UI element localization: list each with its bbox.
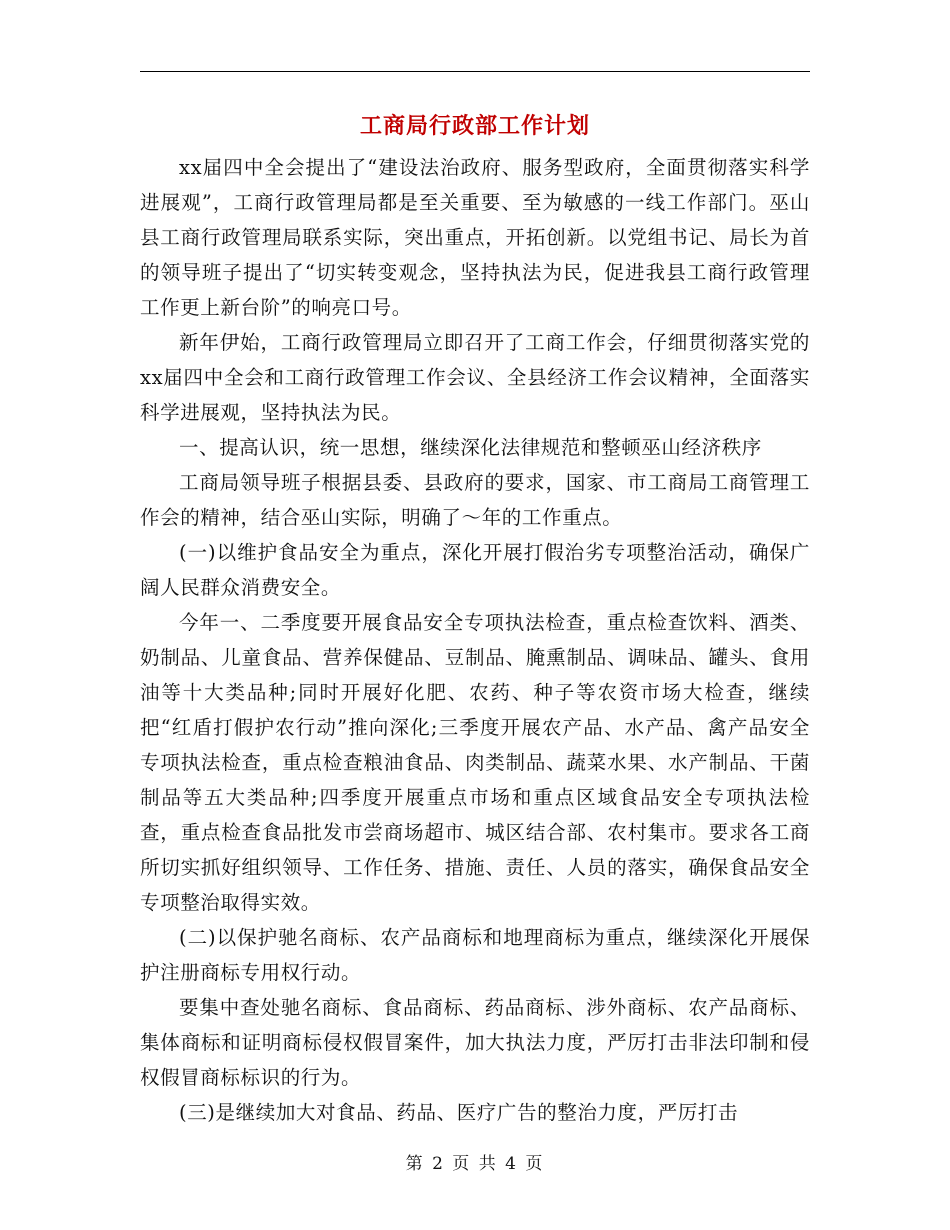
paragraph: 要集中查处驰名商标、食品商标、药品商标、涉外商标、农产品商标、集体商标和证明商标侵权假冒案件，加大执法力度，严厉打击非法印制和侵权假冒商标标识的行为。 <box>140 996 810 1089</box>
page-footer: 第 2 页 共 4 页 <box>405 1154 545 1174</box>
paragraph: 今年一、二季度要开展食品安全专项执法检查，重点检查饮料、酒类、奶制品、儿童食品、营养保健品、豆制品、腌熏制品、调味品、罐头、食用油等十大类品种;同时开展好化肥、农药、种子等农资市场大检查，继续把“红盾打假护农行动”推向深化;三季度开展农产品、水产品、禽产品安全专项执法检查，重点检查粮油食品、肉类制品、蔬菜水果、水产制品、干菌制品等五大类品种;四季度开展重点市场和重点区域食品安全专项执法检查，重点检查食品批发市尝商场超市、城区结合部、农村集市。要求各工商所切实抓好组织领导、工作任务、措施、责任、人员的落实，确保食品安全专项整治取得实效。 <box>140 611 810 914</box>
subsection-heading: (二)以保护驰名商标、农产品商标和地理商标为重点，继续深化开展保护注册商标专用权行动。 <box>140 926 810 984</box>
paragraph: 工商局领导班子根据县委、县政府的要求，国家、市工商局工商管理工作会的精神，结合巫山实际，明确了～年的工作重点。 <box>140 471 810 529</box>
paragraph: 新年伊始，工商行政管理局立即召开了工商工作会，仔细贯彻落实党的xx届四中全会和工商行政管理工作会议、全县经济工作会议精神，全面落实科学进展观，坚持执法为民。 <box>140 331 810 424</box>
header-rule <box>140 71 810 72</box>
document-body <box>140 150 810 1130</box>
section-heading: 一、提高认识，统一思想，继续深化法律规范和整顿巫山经济秩序 <box>179 436 762 459</box>
paragraph: xx届四中全会提出了“建设法治政府、服务型政府，全面贯彻落实科学进展观”，工商行政管理局都是至关重要、至为敏感的一线工作部门。巫山县工商行政管理局联系实际，突出重点，开拓创新。以党组书记、局长为首的领导班子提出了“切实转变观念，坚持执法为民，促进我县工商行政管理工作更上新台阶”的响亮口号。 <box>140 156 810 319</box>
subsection-heading: (一)以维护食品安全为重点，深化开展打假治劣专项整治活动，确保广阔人民群众消费安全。 <box>140 541 810 599</box>
document-title: 工商局行政部工作计划 <box>359 113 590 139</box>
subsection-heading: (三)是继续加大对食品、药品、医疗广告的整治力度，严厉打击 <box>179 1101 739 1124</box>
